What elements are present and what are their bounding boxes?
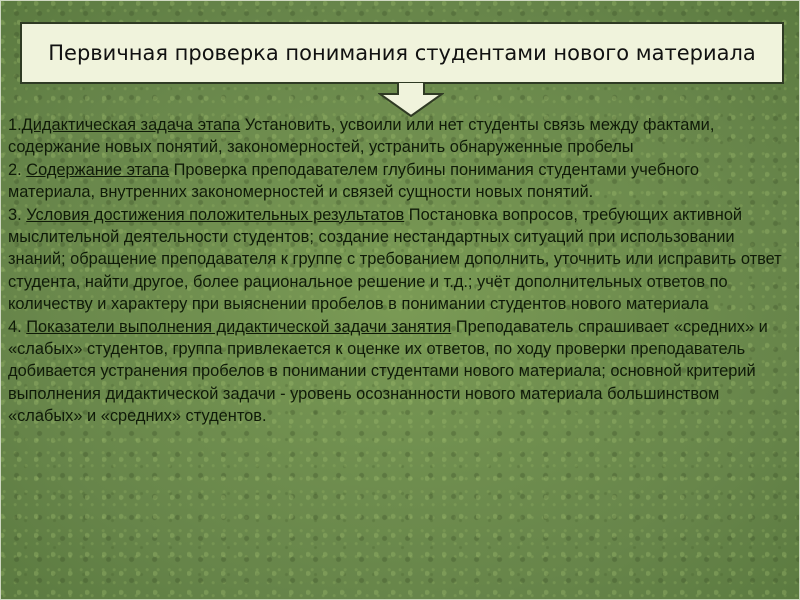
item-3-text: Постановка вопросов, требующих активной мыслительной деятельности студентов; создание нестандартных ситуаций при использовании знаний; обращение преподавателя к группе с требованием дополнить, уточнить или исправить ответ студента, найти другое, более рациональное решение и т.д.; учёт дополнительных ответов по количеству и характеру при выяснении пробелов в понимании студентов нового материала [8,205,782,314]
item-1-heading: Дидактическая задача этапа [21,116,241,134]
item-1 [8,114,782,159]
down-arrow-icon [378,82,444,118]
item-3 [8,204,782,316]
item-1-number: 1. [8,116,22,134]
title-box [20,22,784,84]
item-3-number: 3. [8,205,27,224]
item-2 [8,159,782,204]
slide-content [8,114,782,428]
item-4 [8,316,782,428]
item-4-heading: Показатели выполнения дидактической задачи занятия [26,317,452,336]
slide-title: Первичная проверка понимания студентами нового материала [48,41,756,65]
item-4-number: 4. [8,317,27,336]
item-4-text: Преподаватель спрашивает «средних» и «слабых» студентов, группа привлекается к оценке их ответов, по ходу проверки преподаватель добивается устранения пробелов в понимании студентами нового материала; основной критерий выполнения дидактической задачи - уровень осознанности нового материала большинством «слабых» и «средних» студентов. [8,317,768,426]
item-1-text: Установить, усвоили или нет студенты связь между фактами, содержание новых понятий, закономерностей, устранить обнаруженные пробелы [8,116,715,157]
item-2-text: Проверка преподавателем глубины понимания студентами учебного материала, внутренних закономерностей и связей сущности новых понятий. [8,160,699,202]
item-2-number: 2. [8,160,27,179]
item-3-heading: Условия достижения положительных результатов [26,205,405,224]
item-2-heading: Содержание этапа [26,160,170,179]
